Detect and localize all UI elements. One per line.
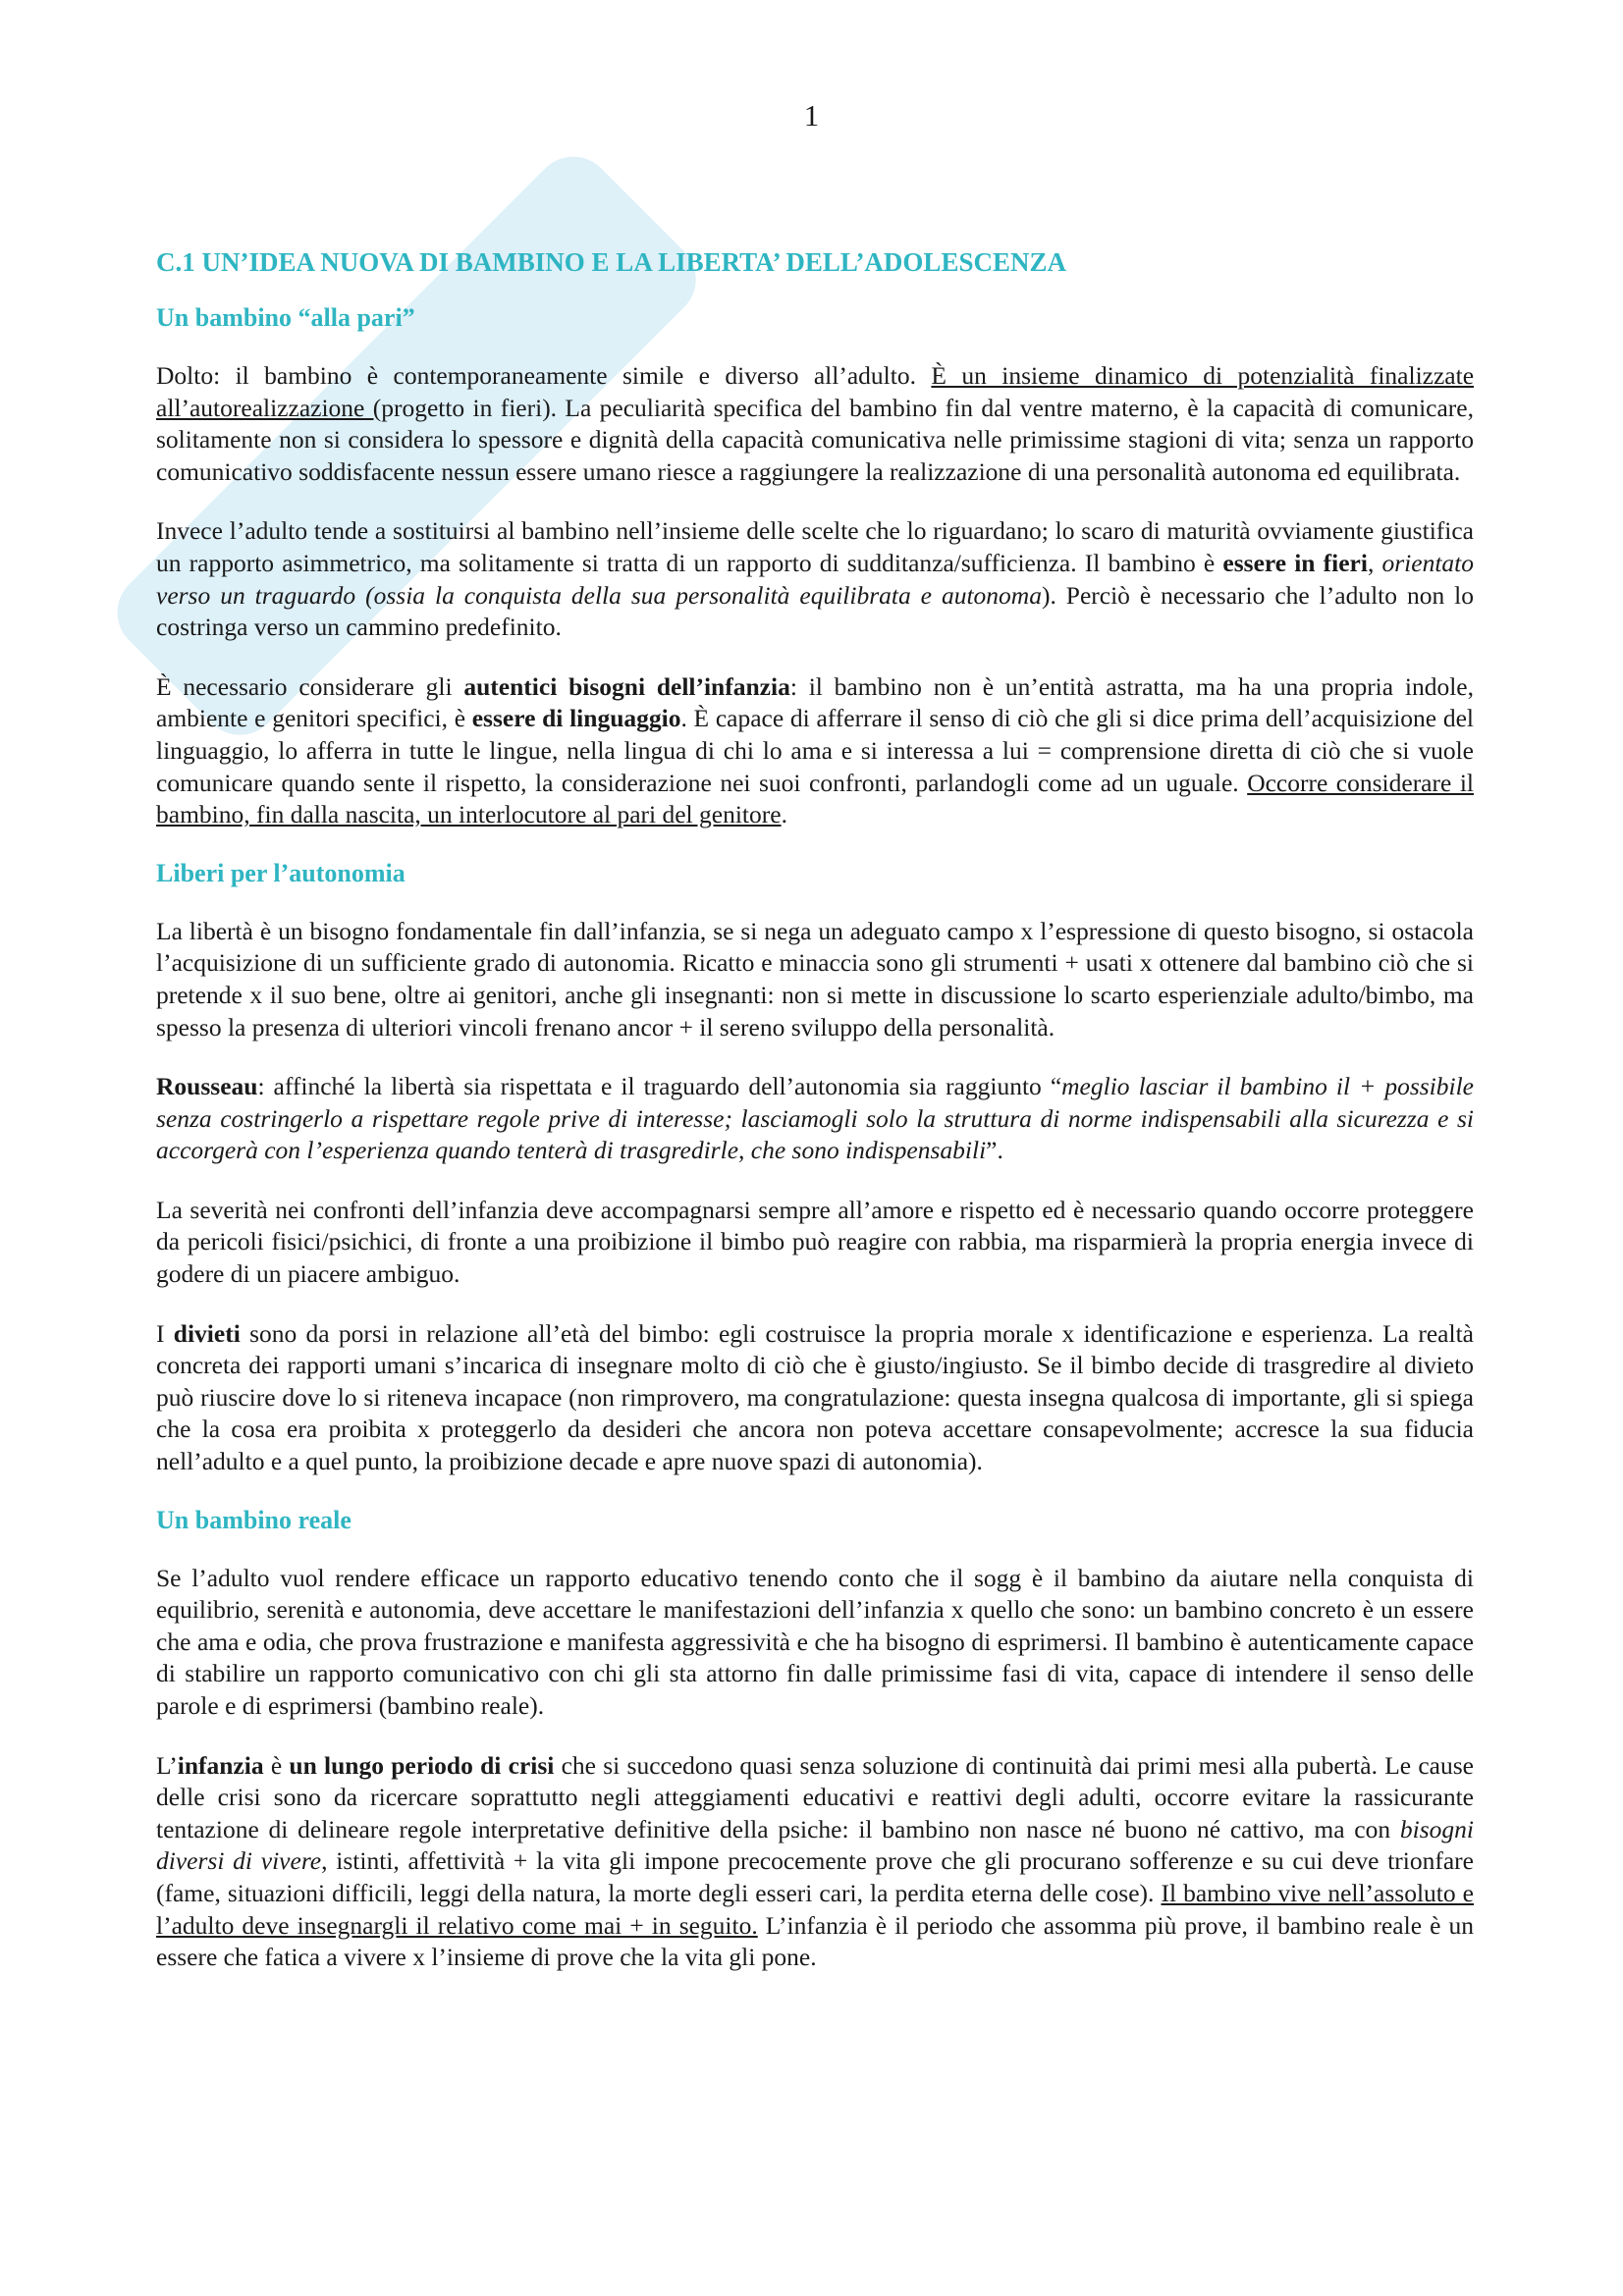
text-run: divieti bbox=[173, 1318, 241, 1348]
paragraph bbox=[156, 916, 1474, 1043]
text-run: I bbox=[156, 1318, 174, 1348]
text-run: meglio lasciar il bambino il + possibile senza costringerlo a rispettare regole prive di interesse; lasciamogli solo la struttura di norme indispensabili alla sicurezza e si accorgerà con l’esperienza quando tenterà di trasgredirle, che sono indispensabili bbox=[156, 1072, 1474, 1165]
paragraph bbox=[156, 515, 1474, 643]
paragraph bbox=[156, 1195, 1474, 1291]
text-run: Invece l’adulto tende a sostituirsi al bambino nell’insieme delle scelte che lo riguardano; lo scaro di maturità ovviamente giustifica un rapporto asimmetrico, ma solitamente si tratta di un rapporto di sudditanza/sufficienza. Il bambino è bbox=[156, 516, 1474, 577]
paragraph bbox=[156, 671, 1474, 831]
section-heading: Un bambino “alla pari” bbox=[156, 303, 415, 332]
text-run: un lungo periodo di crisi bbox=[289, 1750, 555, 1780]
text-run: Rousseau bbox=[156, 1072, 258, 1101]
page-number: 1 bbox=[803, 98, 820, 133]
paragraph bbox=[156, 1750, 1474, 1974]
paragraph bbox=[156, 1563, 1474, 1723]
text-run: essere in fieri bbox=[1222, 548, 1368, 577]
paragraph bbox=[156, 1318, 1474, 1478]
text-run: Dolto: il bambino è contemporaneamente simile e diverso all’adulto. bbox=[156, 361, 932, 390]
text-run: . È capace di afferrare il senso di ciò che gli si dice prima dell’acquisizione del linguaggio, lo afferra in tutte le lingue, nella lingua di chi lo ama e si interessa a lui = comprensione diretta di ciò che si vuole comunicare quando sente il rispetto, la considerazione nei suoi confronti, parlandogli come ad un uguale. bbox=[156, 704, 1474, 797]
chapter-title: C.1 UN’IDEA NUOVA DI BAMBINO E LA LIBERTA’ DELL’ADOLESCENZA bbox=[156, 247, 1066, 277]
text-run: che si succedono quasi senza soluzione di continuità dai primi mesi alla pubertà. Le cause delle crisi sono da ricercare soprattutto negli atteggiamenti educativi e reattivi degli adulti, occorre evitare la rassicurante tentazione di delineare regole interpretative definitive della psiche: il bambino non nasce né buono né cattivo, ma con bbox=[156, 1750, 1474, 1843]
text-run: ). Perciò è necessario che l’adulto non lo costringa verso un cammino predefinito. bbox=[156, 580, 1474, 642]
sections-container bbox=[156, 303, 1474, 1974]
text-run: orientato verso un traguardo (ossia la conquista della sua personalità equilibrata e autonoma bbox=[156, 548, 1474, 610]
text-run: ”. bbox=[986, 1136, 1003, 1165]
document-body bbox=[156, 247, 1474, 2002]
text-run: essere di linguaggio bbox=[471, 704, 681, 733]
text-run: È un insieme dinamico di potenzialità finalizzate all’autorealizzazione ( bbox=[156, 361, 1475, 422]
section-heading: Liberi per l’autonomia bbox=[156, 858, 406, 887]
text-run: autentici bisogni dell’infanzia bbox=[463, 671, 790, 701]
paragraph bbox=[156, 360, 1474, 488]
section-heading: Un bambino reale bbox=[156, 1505, 352, 1534]
text-run: bisogni diversi di vivere bbox=[156, 1814, 1474, 1876]
paragraph bbox=[156, 1071, 1474, 1167]
text-run: , istinti, affettività + la vita gli impone precocemente prove che gli procurano sofferenze e su cui deve trionfare (fame, situazioni difficili, leggi della natura, la morte degli esseri cari, la perdita eterna delle cose). bbox=[156, 1846, 1474, 1907]
text-run: . bbox=[781, 800, 787, 829]
text-run: Occorre considerare il bambino, fin dalla nascita, un interlocutore al pari del genitore bbox=[156, 768, 1474, 829]
text-run: L’infanzia è il periodo che assomma più prove, il bambino reale è un essere che fatica a vivere x l’insieme di prove che la vita gli pone. bbox=[156, 1910, 1474, 1972]
text-run: è bbox=[263, 1750, 290, 1780]
text-run: : affinché la libertà sia rispettata e il traguardo dell’autonomia sia raggiunto “ bbox=[257, 1072, 1062, 1101]
text-run: La libertà è un bisogno fondamentale fin dall’infanzia, se si nega un adeguato campo x l’espressione di questo bisogno, si ostacola l’acquisizione di un sufficiente grado di autonomia. Ricatto e minaccia sono gli strumenti + usati x ottenere dal bambino ciò che si pretende x il suo bene, oltre ai genitori, anche gli insegnanti: non si mette in discussione lo scarto esperienziale adulto/bimbo, ma spesso la presenza di ulteriori vincoli frenano ancor + il sereno sviluppo della personalità. bbox=[156, 916, 1474, 1041]
text-run: sono da porsi in relazione all’età del bimbo: egli costruisce la propria morale x identificazione e esperienza. La realtà concreta dei rapporti umani s’incarica di insegnare molto di ciò che è giusto/ingiusto. Se il bimbo decide di trasgredire al divieto può riuscire dove lo si riteneva incapace (non rimprovero, ma congratulazione: questa insegna qualcosa di importante, gli si spiega che la cosa era proibita x proteggerlo da desideri che ancora non poteva accettare consapevolmente; accresce la sua fiducia nell’adulto e a quel punto, la proibizione decade e apre nuove spazi di autonomia). bbox=[156, 1318, 1474, 1476]
text-run: La severità nei confronti dell’infanzia deve accompagnarsi sempre all’amore e rispetto ed è necessario quando occorre proteggere da pericoli fisici/psichici, di fronte a una proibizione il bimbo può reagire con rabbia, ma risparmierà la propria energia invece di godere di un piacere ambiguo. bbox=[156, 1195, 1474, 1289]
text-run: , bbox=[1367, 548, 1382, 577]
text-run: L’ bbox=[156, 1750, 178, 1780]
text-run: Se l’adulto vuol rendere efficace un rapporto educativo tenendo conto che il sogg è il bambino da aiutare nella conquista di equilibrio, serenità e autonomia, deve accettare le manifestazioni dell’infanzia x quello che sono: un bambino concreto è un essere che ama e odia, che prova frustrazione e manifesta aggressività e che ha bisogno di esprimersi. Il bambino è autenticamente capace di stabilire un rapporto comunicativo con chi gli sta attorno fin dalle primissime fasi di vita, capace di intendere il senso delle parole e di esprimersi (bambino reale). bbox=[156, 1563, 1474, 1720]
text-run: infanzia bbox=[177, 1750, 264, 1780]
text-run: È necessario considerare gli bbox=[156, 671, 464, 701]
text-run: Il bambino vive nell’assoluto e l’adulto deve insegnargli il relativo come mai + in seguito. bbox=[156, 1878, 1474, 1940]
text-run: progetto in fieri). La peculiarità specifica del bambino fin dal ventre materno, è la capacità di comunicare, solitamente non si considera lo spessore e dignità della capacità comunicativa nelle primissime stagioni di vita; senza un rapporto comunicativo soddisfacente nessun essere umano riesce a raggiungere la realizzazione di una personalità autonoma ed equilibrata. bbox=[156, 393, 1474, 486]
text-run: : il bambino non è un’entità astratta, ma ha una propria indole, ambiente e genitori specifici, è bbox=[156, 671, 1474, 733]
